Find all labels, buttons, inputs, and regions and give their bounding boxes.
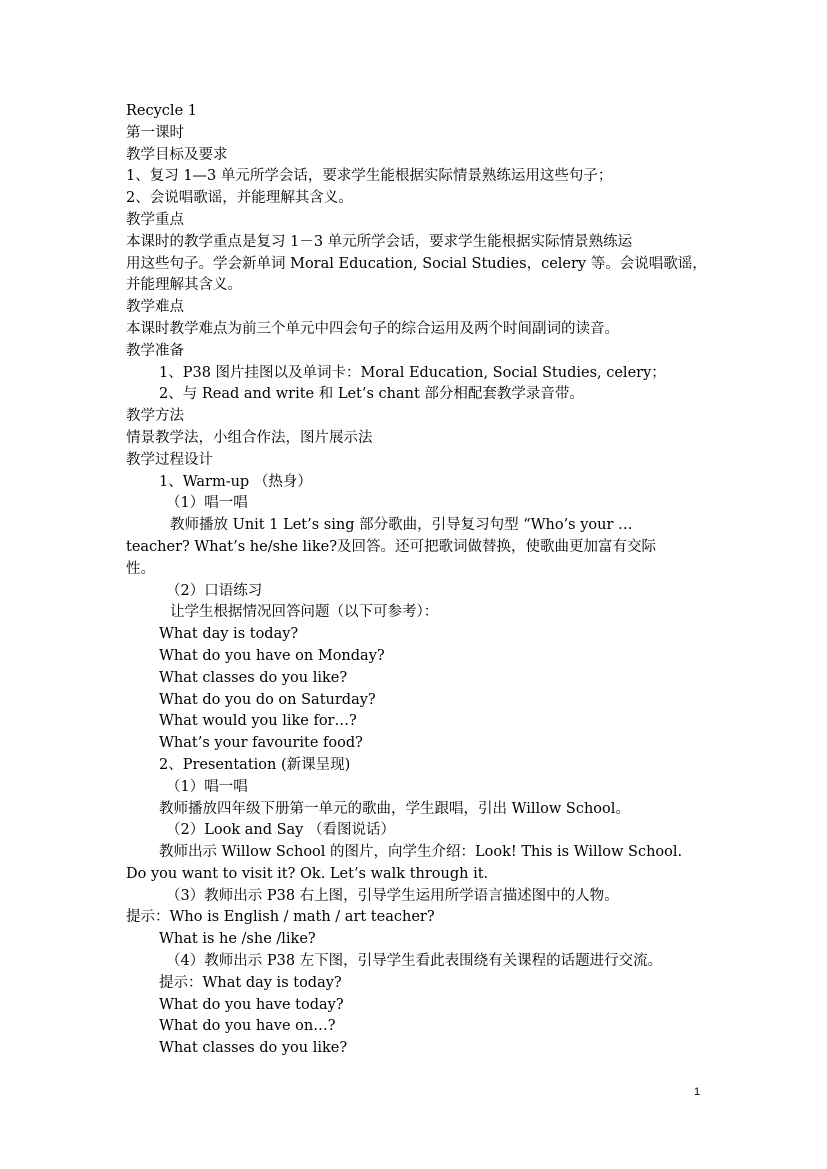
lesson-heading: 第一课时 <box>126 124 184 141</box>
paragraph-line: 用这些句子。学会新单词 Moral Education, Social Studies，celery 等。会说唱歌谣， <box>126 255 707 272</box>
paragraph-line: 教师播放 Unit 1 Let’s sing 部分歌曲，引导复习句型 “Who’s your … <box>170 517 633 534</box>
procedure-substep: （1）唱一唱 <box>166 495 248 512</box>
section-heading-key-points: 教学重点 <box>126 211 184 228</box>
section-heading-preparation: 教学准备 <box>126 342 184 359</box>
paragraph-line: 本课时教学难点为前三个单元中四会句子的综合运用及两个时间副词的读音。 <box>126 320 619 337</box>
goal-item-2: 2、会说唱歌谣，并能理解其含义。 <box>126 190 353 207</box>
question-line: What do you have today? <box>159 996 344 1013</box>
hint-line: 提示：Who is English / math / art teacher? <box>126 909 435 926</box>
question-line: What’s your favourite food? <box>159 735 363 752</box>
preparation-item-2: 2、与 Read and write 和 Let’s chant 部分相配套教学录音带。 <box>159 386 584 403</box>
procedure-substep: （2）Look and Say （看图说话） <box>166 822 395 839</box>
section-heading-methods: 教学方法 <box>126 408 184 425</box>
document-title: Recycle 1 <box>126 103 197 119</box>
paragraph-line: 情景教学法，小组合作法，图片展示法 <box>126 429 373 446</box>
procedure-substep: （2）口语练习 <box>166 582 263 599</box>
preparation-item-1: 1、P38 图片挂图以及单词卡：Moral Education, Social Studies, celery； <box>159 364 666 381</box>
page-number: 1 <box>694 1086 701 1098</box>
section-heading-procedure: 教学过程设计 <box>126 451 213 468</box>
question-line: What would you like for…? <box>159 713 357 730</box>
paragraph-line: 性。 <box>126 560 155 577</box>
question-line: What do you do on Saturday? <box>159 691 376 708</box>
question-line: What do you have on Monday? <box>159 647 385 664</box>
paragraph-line: 本课时的教学重点是复习 1－3 单元所学会话，要求学生能根据实际情景熟练运 <box>126 233 633 250</box>
section-heading-goals: 教学目标及要求 <box>126 146 228 163</box>
paragraph-line: teacher? What’s he/she like?及回答。还可把歌词做替换，使歌曲更加富有交际 <box>126 538 656 555</box>
question-line: What classes do you like? <box>159 669 348 686</box>
hint-line: 提示：What day is today? <box>159 974 342 991</box>
goal-item-1: 1、复习 1—3 单元所学会话，要求学生能根据实际情景熟练运用这些句子； <box>126 168 613 185</box>
procedure-substep: （1）唱一唱 <box>166 778 248 795</box>
question-line: What do you have on…? <box>159 1018 336 1035</box>
procedure-substep: （4）教师出示 P38 左下图，引导学生看此表围绕有关课程的话题进行交流。 <box>166 953 663 970</box>
question-line: What classes do you like? <box>159 1040 348 1057</box>
paragraph-line: Do you want to visit it? Ok. Let’s walk through it. <box>126 865 489 882</box>
paragraph-line: 教师播放四年级下册第一单元的歌曲，学生跟唱，引出 Willow School。 <box>159 800 630 817</box>
procedure-step-heading: 2、Presentation (新课呈现) <box>159 756 351 773</box>
question-line: What day is today? <box>159 626 299 643</box>
section-heading-difficulties: 教学难点 <box>126 299 184 316</box>
question-line: What is he /she /like? <box>159 931 316 948</box>
document-body <box>126 101 707 1060</box>
paragraph-line: 让学生根据情况回答问题（以下可参考）： <box>170 604 439 621</box>
procedure-substep: （3）教师出示 P38 右上图，引导学生运用所学语言描述图中的人物。 <box>166 887 619 904</box>
paragraph-line: 教师出示 Willow School 的图片，向学生介绍：Look! This is Willow School. <box>159 844 683 861</box>
paragraph-line: 并能理解其含义。 <box>126 277 242 294</box>
procedure-step-heading: 1、Warm-up （热身） <box>159 473 312 490</box>
